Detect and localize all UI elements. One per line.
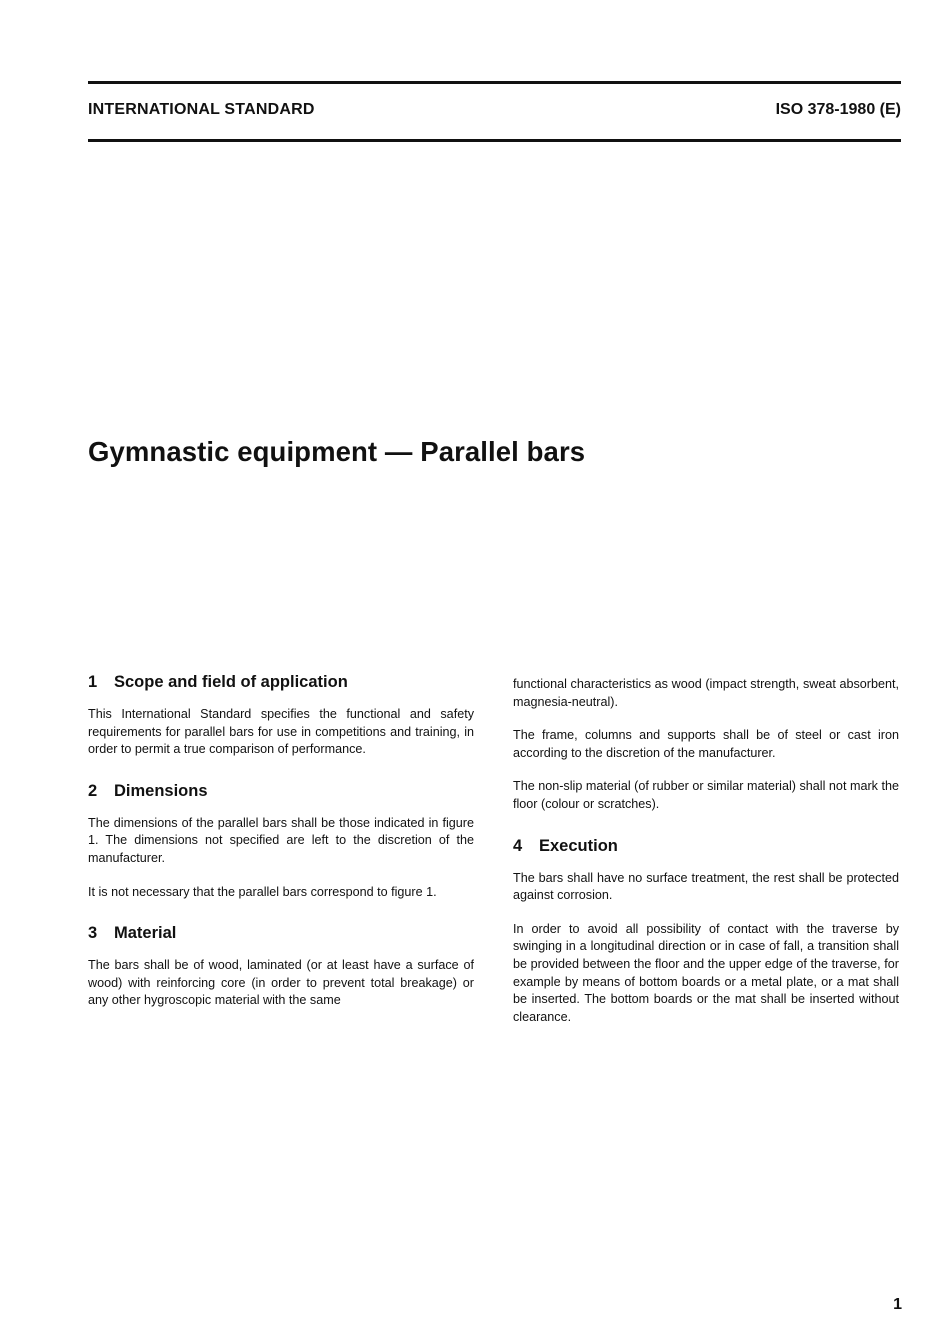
dimensions-paragraph-2: It is not necessary that the parallel bars correspond to figure 1. <box>88 884 437 899</box>
section-number: 2 <box>88 781 98 800</box>
section-title: Scope and field of application <box>114 673 348 691</box>
material-paragraph-2: The frame, columns and supports shall be of steel or cast iron according to the discretion of the manufacturer. <box>513 728 899 760</box>
section-heading-material <box>88 923 474 943</box>
section-execution <box>513 836 899 1027</box>
section-material <box>88 923 474 1010</box>
left-column <box>88 672 474 1026</box>
section-heading-execution <box>513 836 899 856</box>
execution-paragraph-1: The bars shall have no surface treatment, the rest shall be protected against corrosion. <box>513 870 899 903</box>
dimensions-paragraph-1: The dimensions of the parallel bars shall be those indicated in figure 1. The dimensions not specified are left to the discretion of the manufacturer. <box>88 815 474 865</box>
section-number: 3 <box>88 924 98 943</box>
scope-paragraph: This International Standard specifies the functional and safety requirements for parallel bars for use in competitions and training, in order to permit a true comparison of performance. <box>88 707 474 757</box>
section-number: 4 <box>513 836 523 855</box>
page-number: 1 <box>893 1296 902 1313</box>
section-heading-scope <box>88 672 474 692</box>
section-number: 1 <box>88 673 98 691</box>
header-top-rule <box>88 81 901 84</box>
section-scope <box>88 672 474 759</box>
section-dimensions <box>88 781 474 901</box>
section-title: Execution <box>539 836 618 855</box>
section-title: Dimensions <box>114 781 208 800</box>
material-paragraph-1: The bars shall be of wood, laminated (or at least have a surface of wood) with reinforcing core (in order to prevent total breakage) or any other hygroscopic material with the same <box>88 958 474 1008</box>
material-paragraph-1-continued: functional characteristics as wood (impact strength, sweat absorbent, magnesia-neutral). <box>513 677 899 709</box>
header-bottom-rule <box>88 139 901 142</box>
right-column <box>513 676 899 1042</box>
document-title: Gymnastic equipment — Parallel bars <box>88 436 586 467</box>
section-heading-dimensions <box>88 781 474 801</box>
section-title: Material <box>114 924 177 943</box>
standard-number: ISO 378-1980 (E) <box>775 101 901 118</box>
document-type-label: INTERNATIONAL STANDARD <box>88 101 315 118</box>
material-paragraph-3: The non-slip material (of rubber or similar material) shall not mark the floor (colour or scratches). <box>513 779 899 811</box>
execution-paragraph-2: In order to avoid all possibility of contact with the traverse by swinging in a longitudinal direction or in case of fall, a transition shall be provided between the floor and the upper edge of the traverse, for example by means of bottom boards or a metal plate, or a mat shall be inserted. The bottom boards or the mat shall be inserted without clearance. <box>513 921 899 1024</box>
